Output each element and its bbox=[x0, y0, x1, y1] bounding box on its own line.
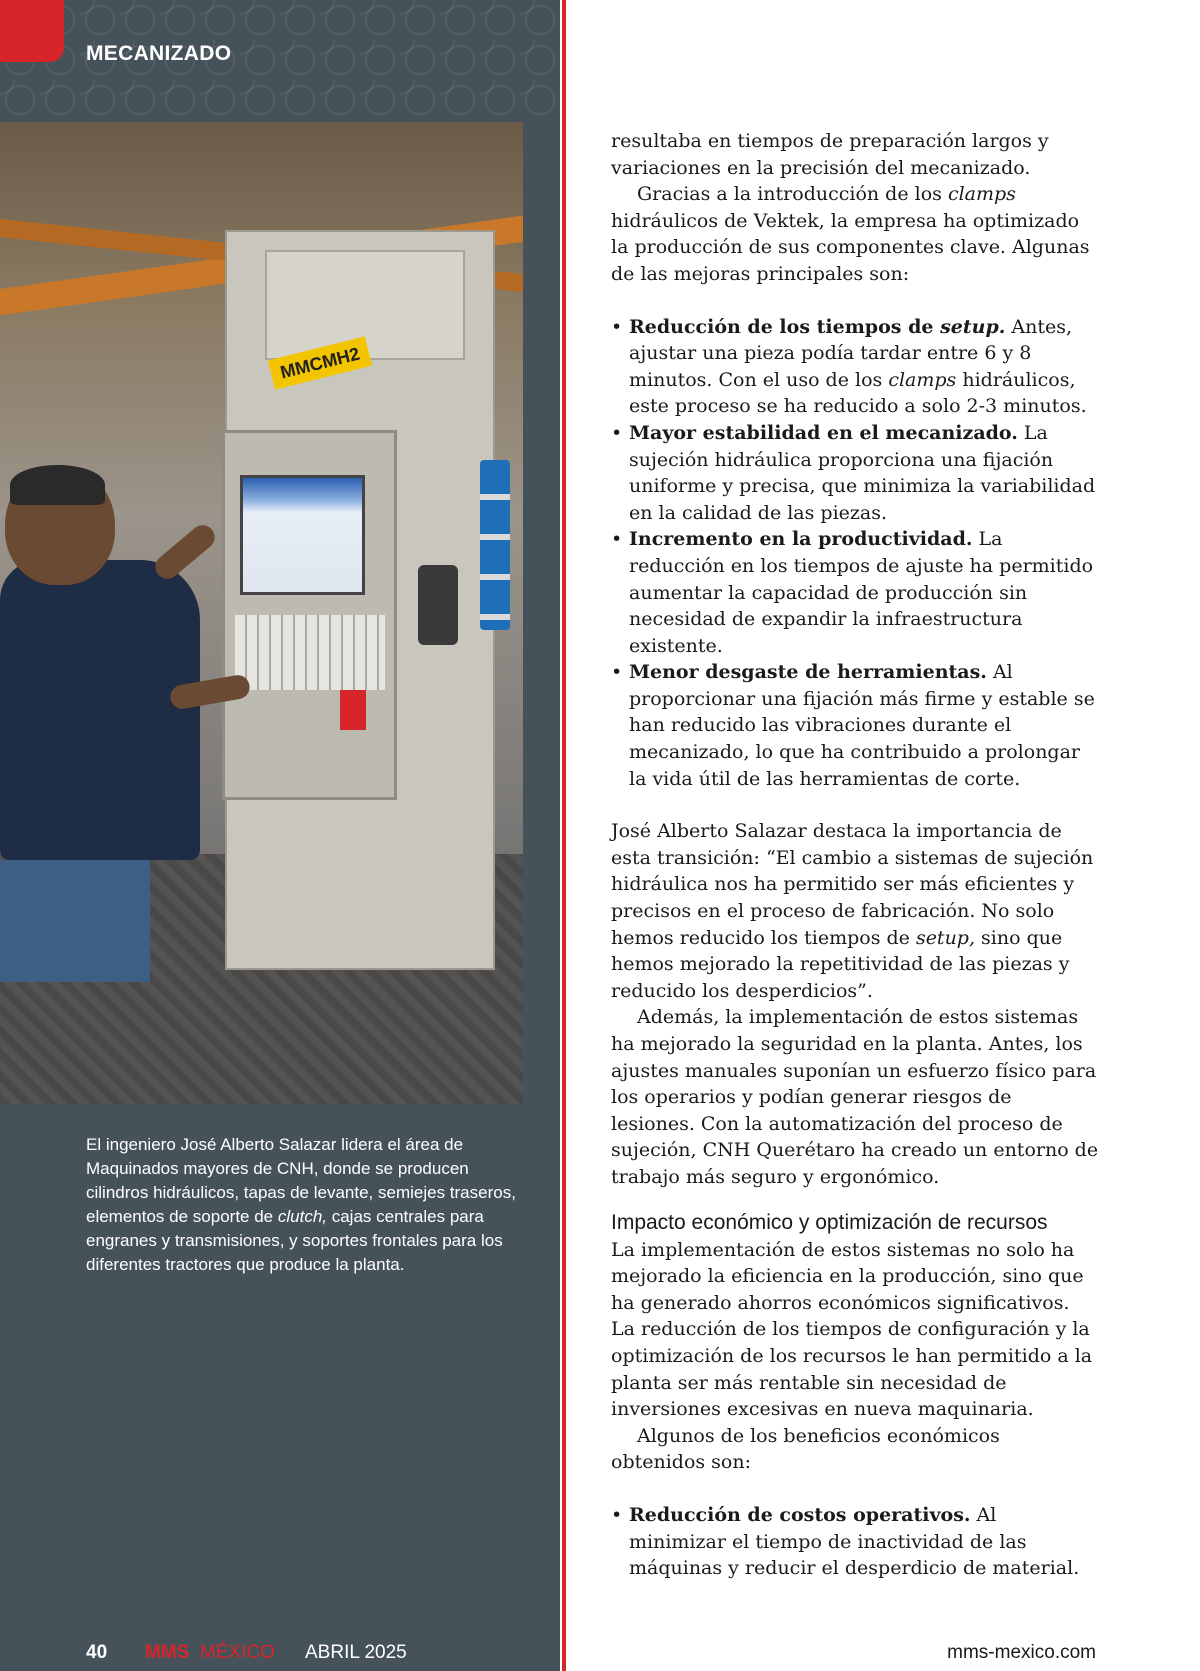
photo-caption bbox=[86, 1133, 526, 1277]
brand-logo: MMS bbox=[145, 1642, 190, 1663]
issue-date: ABRIL 2025 bbox=[305, 1642, 407, 1663]
paragraph: La implementación de estos sistemas no solo ha mejorado la eficiencia en la producción, sino que ha generado ahorros económicos significativos. La reducción de los tiempos de configuración y la optimización de los recursos le han permitido a la planta ser más rentable sin necesidad de inversiones excesivas en nueva maquinaria. bbox=[611, 1238, 1093, 1421]
operator-cap bbox=[10, 465, 105, 505]
paragraph: resultaba en tiempos de preparación largos y variaciones en la precisión del mecanizado. bbox=[611, 130, 1049, 179]
column-divider bbox=[562, 0, 566, 1671]
paragraph: José Alberto Salazar destaca la importancia de esta transición: “El cambio a sistemas de sujeción hidráulica nos ha permitido ser más eficientes y precisos en el proceso de fabricación. No solo hemos reducido los tiempos de setup, sino que hemos mejorado la repetitividad de las piezas y reducido los desperdicios”. bbox=[611, 820, 1094, 1002]
paragraph: Además, la implementación de estos sistemas ha mejorado la seguridad en la planta. Antes, los ajustes manuales suponían un esfuerzo físico para los operarios y podían generar riesgos de lesiones. Con la automatización del proceso de sujeción, CNH Querétaro ha creado un entorno de trabajo más seguro y ergonómico. bbox=[611, 1006, 1099, 1188]
paragraph: Gracias a la introducción de los clamps hidráulicos de Vektek, la empresa ha optimizado la producción de sus componentes clave. Algunas de las mejoras principales son: bbox=[611, 183, 1090, 285]
website-link[interactable]: mms-mexico.com bbox=[947, 1642, 1096, 1663]
section-label: MECANIZADO bbox=[86, 42, 232, 65]
caption-italic: clutch, bbox=[277, 1207, 327, 1226]
article-body bbox=[611, 128, 1099, 1582]
benefits-list bbox=[611, 1502, 1099, 1582]
list-item: • Mayor estabilidad en el mecanizado. La sujeción hidráulica proporciona una fijación uniforme y precisa, que minimiza la variabilidad en la calidad de las piezas. bbox=[611, 420, 1099, 526]
safety-signs bbox=[480, 460, 510, 630]
machine-label: MMCMH2 bbox=[268, 336, 372, 389]
cnc-keypad bbox=[235, 615, 385, 690]
caption-text: cajas centrales para engranes y transmisiones, y soportes frontales para los diferentes tractores que produce la planta. bbox=[86, 1207, 503, 1274]
section-color-tab bbox=[0, 0, 64, 62]
handwheel-pendant bbox=[418, 565, 458, 645]
decorative-pattern bbox=[0, 0, 560, 120]
emergency-stop bbox=[340, 690, 366, 730]
list-item: • Incremento en la productividad. La reducción en los tiempos de ajuste ha permitido aumentar la capacidad de producción sin necesidad de expandir la infraestructura existente. bbox=[611, 526, 1099, 659]
section-heading: Impacto económico y optimización de recursos bbox=[611, 1210, 1048, 1234]
operator-jeans bbox=[0, 860, 150, 982]
page-number: 40 bbox=[86, 1642, 108, 1663]
list-item: • Menor desgaste de herramientas. Al proporcionar una fijación más firme y estable se han reducido las vibraciones durante el mecanizado, lo que ha contribuido a prolongar la vida útil de las herramientas de corte. bbox=[611, 659, 1099, 792]
benefits-list bbox=[611, 314, 1099, 793]
brand-logo-sub: MÉXICO bbox=[200, 1642, 275, 1663]
paragraph: Algunos de los beneficios económicos obtenidos son: bbox=[611, 1424, 1000, 1474]
cnc-screen bbox=[240, 475, 365, 595]
list-item: • Reducción de costos operativos. Al minimizar el tiempo de inactividad de las máquinas y reducir el desperdicio de material. bbox=[611, 1502, 1099, 1582]
caption-text: El ingeniero José Alberto Salazar lidera el área de Maquinados mayores de CNH, donde se producen cilindros hidráulicos, tapas de levante, semiejes traseros, elementos de soporte de bbox=[86, 1135, 516, 1226]
operator-shirt bbox=[0, 560, 200, 860]
list-item: • Reducción de los tiempos de setup. Antes, ajustar una pieza podía tardar entre 6 y 8 minutos. Con el uso de los clamps hidráulicos, este proceso se ha reducido a solo 2-3 minutos. bbox=[611, 314, 1099, 420]
